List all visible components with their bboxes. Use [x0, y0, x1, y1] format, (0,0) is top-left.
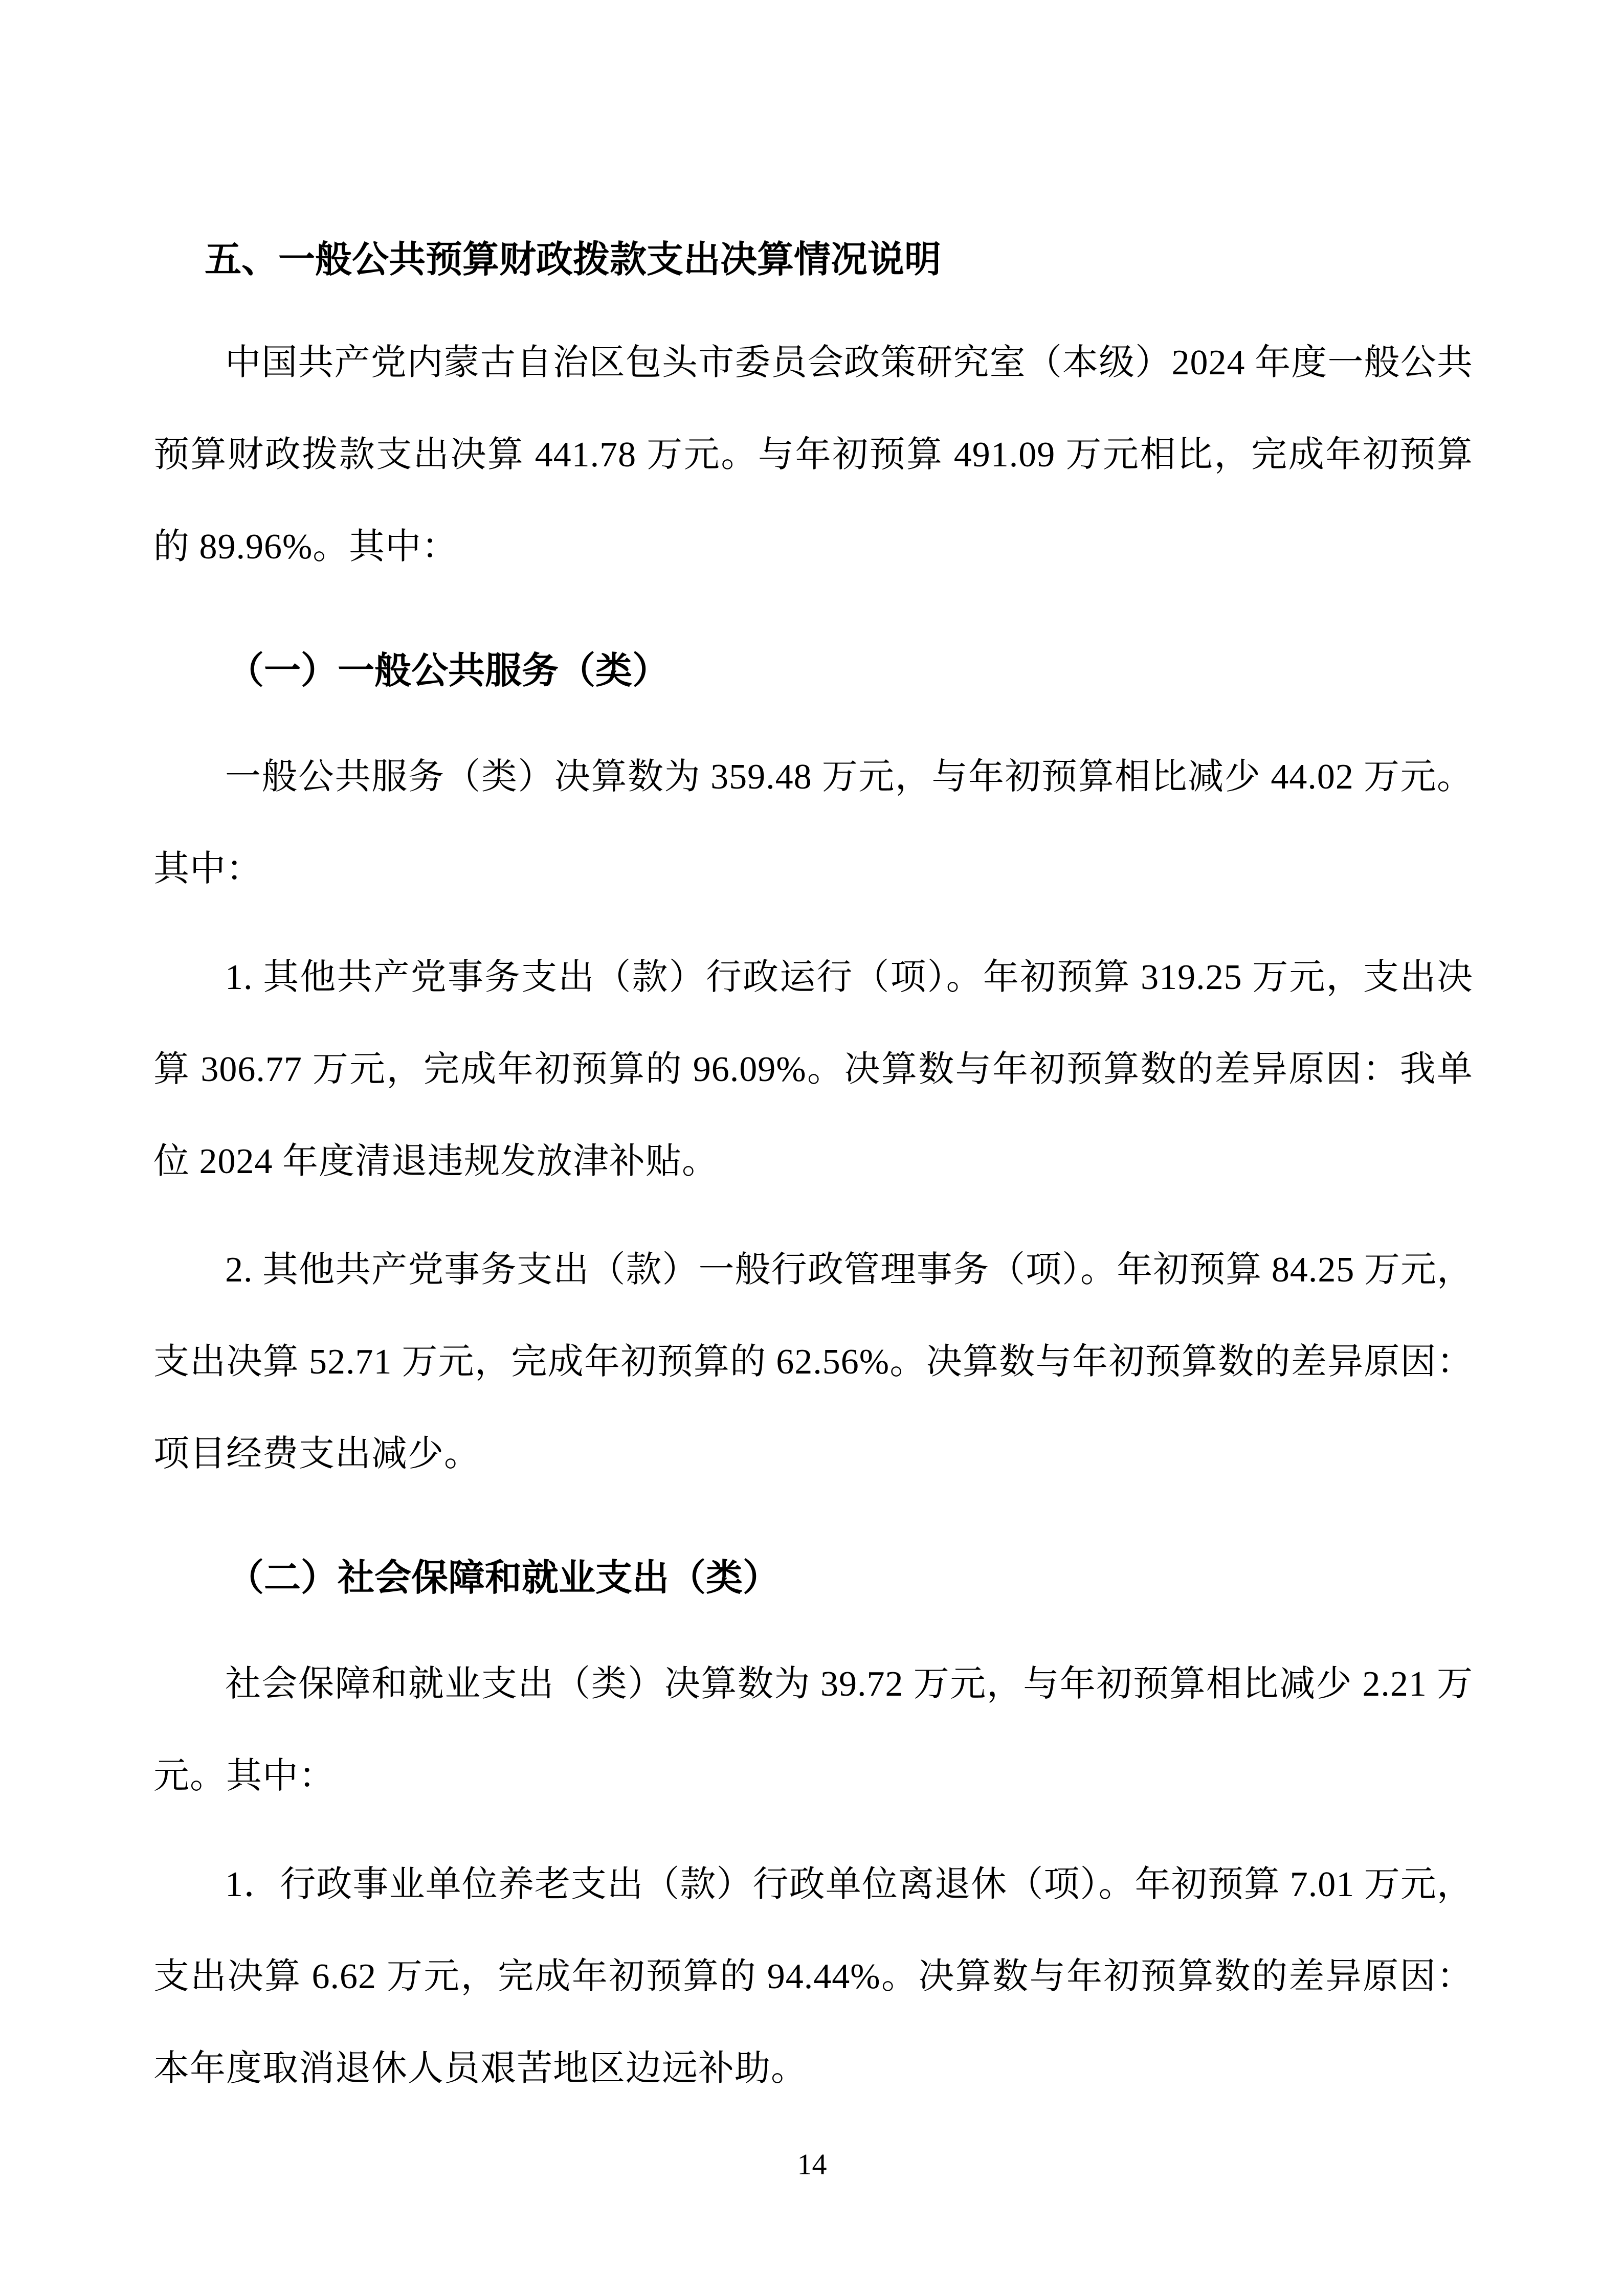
section-2-summary-paragraph: 社会保障和就业支出（类）决算数为 39.72 万元，与年初预算相比减少 2.21 万元。其中： — [153, 1664, 1473, 1796]
section-2-item-1-paragraph: 1．行政事业单位养老支出（款）行政单位离退休（项）。年初预算 7.01 万元，支出决算 6.62 万元，完成年初预算的 94.44%。决算数与年初预算数的差异原因：本年度取消退休人员艰苦地区边远补助。 — [153, 1865, 1473, 2088]
section-1-item-2-paragraph: 2. 其他共产党事务支出（款）一般行政管理事务（项）。年初预算 84.25 万元，支出决算 52.71 万元，完成年初预算的 62.56%。决算数与年初预算数的差异原因：项目经费支出减少。 — [153, 1250, 1473, 1474]
section-1-summary-paragraph: 一般公共服务（类）决算数为 359.48 万元，与年初预算相比减少 44.02 万元。其中： — [153, 757, 1473, 889]
section-1-item-1-paragraph: 1. 其他共产党事务支出（款）行政运行（项）。年初预算 319.25 万元，支出决算 306.77 万元，完成年初预算的 96.09%。决算数与年初预算数的差异原因：我单位 2024 年度清退违规发放津补贴。 — [153, 958, 1473, 1181]
section-2-heading: （二）社会保障和就业支出（类） — [227, 1558, 780, 1599]
section-1-heading: （一）一般公共服务（类） — [227, 650, 670, 691]
page-number: 14 — [797, 2148, 827, 2181]
intro-paragraph: 中国共产党内蒙古自治区包头市委员会政策研究室（本级）2024 年度一般公共预算财政拨款支出决算 441.78 万元。与年初预算 491.09 万元相比，完成年初预算的 89.96%。其中： — [153, 343, 1473, 567]
main-section-heading: 五、一般公共预算财政拨款支出决算情况说明 — [205, 239, 942, 280]
